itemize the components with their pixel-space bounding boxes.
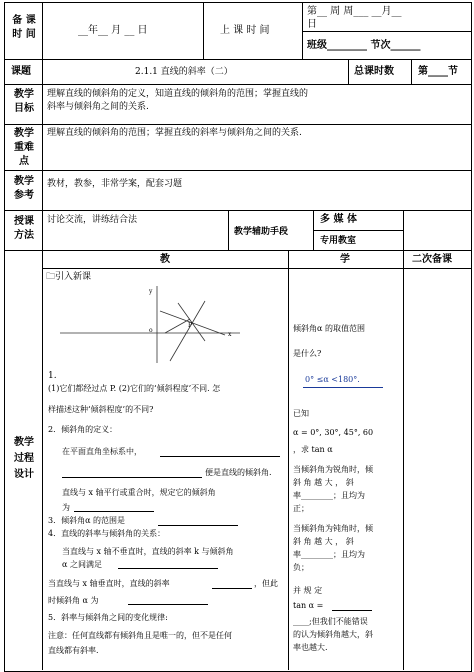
process-label: 教学 过程 设计 — [14, 437, 34, 480]
prep-date: __年__ 月 __ 日 — [78, 25, 148, 36]
divider — [348, 59, 349, 84]
item2-a: 在平面直角坐标系中， — [62, 447, 142, 456]
prep-time-label: 备 课 时 间 — [12, 15, 36, 40]
item4: 4．直线的斜率与倾斜角的关系： — [48, 529, 166, 538]
side-range: 0° ≤α <180°. — [305, 375, 360, 384]
divider — [313, 230, 403, 231]
x-label: x — [228, 331, 232, 338]
item3: 3．倾斜角α 的范围是 — [48, 516, 126, 525]
blank-line — [158, 525, 238, 526]
room-label: 专用教室 — [320, 236, 357, 246]
media-label: 多 媒 体 — [320, 214, 357, 225]
divider — [42, 268, 471, 269]
item2-d: 为 — [62, 503, 70, 512]
blank-line — [118, 568, 218, 569]
blank-line — [332, 610, 372, 611]
item1-q2: 样描述这种‘倾斜程度’的不同? — [48, 405, 154, 414]
divider — [403, 210, 404, 250]
note-2: 直线都有斜率. — [48, 646, 99, 655]
divider — [302, 2, 303, 59]
item4-b: α 之间满足 — [62, 560, 102, 569]
divider — [403, 250, 404, 670]
item2-b: 便是直线的倾斜角. — [205, 468, 272, 477]
methods-text: 讨论交流，讲练结合法 — [47, 215, 138, 225]
divider — [313, 210, 314, 250]
section-label: 第____节 — [418, 66, 458, 77]
divider — [4, 124, 471, 125]
references-text: 教材，教参，非常学案，配套习题 — [47, 179, 183, 189]
side-known: 已知 — [293, 409, 309, 418]
item4-c2: ，但此 — [254, 579, 278, 588]
goals-label: 教学 目标 — [14, 89, 34, 114]
goals-line-1: 理解直线的倾斜角的定义，知道直线的倾斜角的范围；掌握直线的 — [47, 89, 309, 99]
side-obtuse-4: 负； — [293, 563, 309, 572]
key-points-text: 理解直线的倾斜角的范围；掌握直线的斜率与倾斜角之间的关系. — [47, 128, 302, 138]
side-rule-5: 率也越大. — [293, 643, 328, 652]
item1-num: 1. — [48, 371, 57, 381]
line-1 — [170, 301, 205, 361]
week-line-1: 第__ 周 周___ __月__ — [307, 6, 402, 17]
divider — [4, 250, 471, 251]
side-rule-3: ____;但我们不能错误 — [293, 617, 368, 626]
point-p-label: P — [188, 322, 193, 329]
blank-line — [160, 456, 280, 457]
divider — [42, 2, 43, 670]
aux-means-label: 教学辅助手段 — [234, 227, 289, 237]
side-obtuse-3: 率________；且均为 — [293, 550, 365, 559]
answer-underline — [303, 387, 383, 388]
side-obtuse-2: 斜 角 越 大 ， 斜 — [293, 537, 354, 546]
folder-icon: 🗀 — [46, 272, 56, 282]
intro-label: 引入新课 — [55, 272, 92, 282]
goals-line-2: 斜率与倾斜角之间的关系. — [47, 102, 149, 112]
item4-c: 当直线与 x 轴垂直时，直线的斜率 — [48, 579, 170, 588]
divider — [4, 84, 471, 85]
blank-line — [74, 511, 154, 512]
col-teach-header: 教 — [160, 254, 170, 265]
note: 注意：任何直线都有倾斜角且是唯一的，但不是任何 — [48, 631, 232, 640]
side-acute-4: 正； — [293, 504, 309, 513]
item5: 5．斜率与倾斜角之间的变化规律: — [48, 613, 168, 622]
origin-label: o — [149, 327, 153, 334]
side-acute-1: 当倾斜角为锐角时，倾 — [293, 465, 373, 474]
item4-a: 当直线与 x 轴不垂直时，直线的斜率 k 与倾斜角 — [62, 547, 234, 556]
divider — [203, 2, 204, 59]
side-acute-3: 率________；且均为 — [293, 491, 365, 500]
side-find: ，求 tan α — [293, 445, 333, 454]
class-period-label: 班级________ 节次______ — [307, 40, 421, 51]
side-rule-1: 并 规 定 — [293, 586, 323, 595]
divider — [228, 210, 229, 250]
side-obtuse-1: 当倾斜角为钝角时，倾 — [293, 524, 373, 533]
blank-line — [212, 588, 252, 589]
side-q2: 是什么? — [293, 349, 322, 358]
blank-line — [62, 477, 202, 478]
class-time-label: 上 课 时 间 — [220, 25, 270, 36]
divider — [4, 170, 471, 171]
intro-row — [46, 271, 91, 283]
side-acute-2: 斜 角 越 大 ， 斜 — [293, 478, 354, 487]
col-prep-header: 二次备课 — [412, 254, 452, 265]
side-rule-2: tan α = — [293, 601, 324, 610]
divider — [288, 250, 289, 670]
methods-label: 授课 方法 — [14, 216, 34, 241]
divider — [302, 31, 471, 32]
key-points-label: 教学 重难 点 — [14, 128, 34, 167]
week-line-2: 日 — [307, 19, 317, 30]
item2: 2．倾斜角的定义： — [48, 425, 118, 434]
topic-title: 2.1.1 直线的斜率（二） — [135, 67, 233, 77]
y-label: y — [149, 288, 153, 295]
item2-c: 直线与 x 轴平行或重合时，规定它的倾斜角 — [62, 488, 216, 497]
divider — [411, 59, 412, 84]
item4-d: 时倾斜角 α 为 — [48, 596, 99, 605]
side-rule-4: 的认为倾斜角越大，斜 — [293, 630, 373, 639]
col-learn-header: 学 — [340, 254, 350, 265]
line-4 — [165, 319, 193, 333]
references-label: 教学 参考 — [14, 176, 34, 201]
divider — [4, 59, 471, 60]
side-angles: α = 0°, 30°, 45°, 60 — [293, 428, 374, 437]
blank-line — [128, 604, 208, 605]
slope-diagram — [60, 283, 250, 368]
side-q1: 倾斜角α 的取值范围 — [293, 324, 365, 333]
divider — [4, 210, 471, 211]
item1-q1: (1)它们都经过点 P. (2)它们的‘倾斜程度’不同. 怎 — [48, 384, 221, 393]
total-hours-label: 总课时数 — [354, 66, 394, 77]
topic-label: 课题 — [11, 66, 31, 77]
